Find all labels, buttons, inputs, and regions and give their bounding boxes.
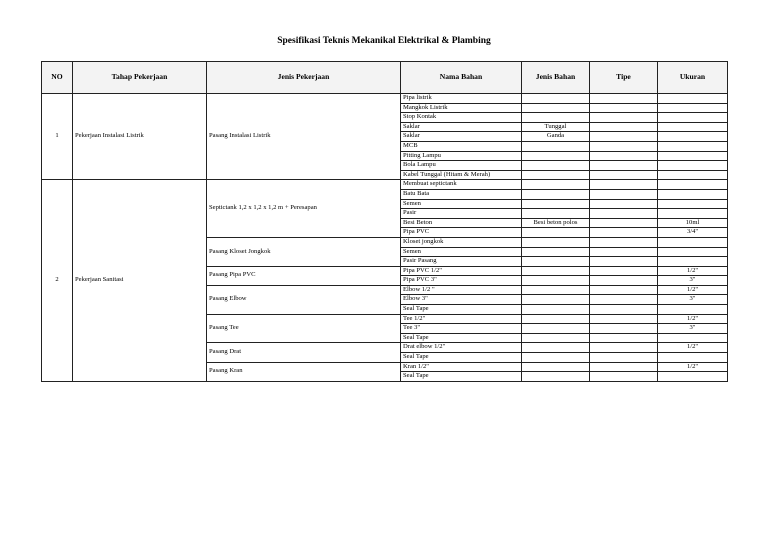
- table-header: [42, 62, 728, 94]
- section-number: 1: [42, 94, 73, 180]
- cell-ukuran: [658, 237, 728, 247]
- cell-tipe: [590, 257, 658, 267]
- cell-jenis-bahan: [522, 180, 590, 190]
- cell-nama-bahan: Seal Tape: [401, 372, 522, 382]
- cell-jenis-bahan: [522, 94, 590, 104]
- cell-ukuran: 10ml: [658, 218, 728, 228]
- cell-jenis-bahan: [522, 161, 590, 171]
- cell-ukuran: [658, 180, 728, 190]
- cell-tipe: [590, 122, 658, 132]
- cell-tipe: [590, 266, 658, 276]
- cell-jenis-bahan: [522, 285, 590, 295]
- cell-ukuran: 3": [658, 324, 728, 334]
- cell-nama-bahan: Tee 1/2": [401, 314, 522, 324]
- cell-jenis-bahan: [522, 343, 590, 353]
- cell-jenis-bahan: [522, 276, 590, 286]
- cell-nama-bahan: Kloset jongkok: [401, 237, 522, 247]
- cell-nama-bahan: Pasir Pasang: [401, 257, 522, 267]
- cell-nama-bahan: Elbow 1/2 ": [401, 285, 522, 295]
- cell-jenis-bahan: [522, 295, 590, 305]
- cell-nama-bahan: Bola Lampu: [401, 161, 522, 171]
- cell-ukuran: [658, 161, 728, 171]
- cell-tipe: [590, 276, 658, 286]
- cell-tipe: [590, 305, 658, 315]
- cell-ukuran: [658, 151, 728, 161]
- cell-nama-bahan: Drat elbow 1/2": [401, 343, 522, 353]
- cell-tipe: [590, 103, 658, 113]
- cell-ukuran: [658, 122, 728, 132]
- spec-table: [41, 61, 728, 382]
- cell-ukuran: 1/2": [658, 314, 728, 324]
- cell-tipe: [590, 343, 658, 353]
- group-jenis-pekerjaan: Pasang Pipa PVC: [207, 266, 401, 285]
- cell-tipe: [590, 170, 658, 180]
- cell-ukuran: [658, 353, 728, 363]
- cell-jenis-bahan: [522, 372, 590, 382]
- cell-nama-bahan: Besi Beton: [401, 218, 522, 228]
- header-jenis-pekerjaan: Jenis Pekerjaan: [207, 62, 401, 94]
- cell-ukuran: [658, 132, 728, 142]
- header-ukuran: Ukuran: [658, 62, 728, 94]
- cell-nama-bahan: Kran 1/2": [401, 362, 522, 372]
- cell-tipe: [590, 353, 658, 363]
- cell-nama-bahan: Saklar: [401, 122, 522, 132]
- cell-nama-bahan: Pipa PVC: [401, 228, 522, 238]
- cell-tipe: [590, 324, 658, 334]
- cell-nama-bahan: Saklar: [401, 132, 522, 142]
- cell-tipe: [590, 295, 658, 305]
- cell-jenis-bahan: [522, 353, 590, 363]
- cell-tipe: [590, 362, 658, 372]
- cell-nama-bahan: Seal Tape: [401, 305, 522, 315]
- cell-tipe: [590, 180, 658, 190]
- cell-nama-bahan: Stop Kontak: [401, 113, 522, 123]
- cell-ukuran: [658, 257, 728, 267]
- header-jenis-bahan: Jenis Bahan: [522, 62, 590, 94]
- group-jenis-pekerjaan: Pasang Kloset Jongkok: [207, 237, 401, 266]
- section-tahap-pekerjaan: Pekerjaan Instalasi Listrik: [73, 94, 207, 180]
- cell-jenis-bahan: Besi beton polos: [522, 218, 590, 228]
- group-jenis-pekerjaan: Septictank 1,2 x 1,2 x 1,2 m + Peresapan: [207, 180, 401, 238]
- cell-tipe: [590, 161, 658, 171]
- cell-nama-bahan: Pipa listrik: [401, 94, 522, 104]
- group-jenis-pekerjaan: Pasang Tee: [207, 314, 401, 343]
- cell-tipe: [590, 218, 658, 228]
- cell-tipe: [590, 113, 658, 123]
- header-no: NO: [42, 62, 73, 94]
- cell-ukuran: 1/2": [658, 362, 728, 372]
- cell-jenis-bahan: [522, 189, 590, 199]
- cell-jenis-bahan: [522, 151, 590, 161]
- table-row: [42, 180, 728, 190]
- cell-nama-bahan: Batu Bata: [401, 189, 522, 199]
- cell-tipe: [590, 189, 658, 199]
- cell-nama-bahan: Semen: [401, 199, 522, 209]
- cell-ukuran: [658, 94, 728, 104]
- cell-ukuran: [658, 333, 728, 343]
- cell-tipe: [590, 285, 658, 295]
- cell-ukuran: 1/2": [658, 266, 728, 276]
- cell-jenis-bahan: [522, 228, 590, 238]
- cell-ukuran: [658, 209, 728, 219]
- cell-jenis-bahan: [522, 113, 590, 123]
- cell-tipe: [590, 151, 658, 161]
- cell-ukuran: [658, 113, 728, 123]
- cell-jenis-bahan: [522, 333, 590, 343]
- cell-tipe: [590, 237, 658, 247]
- header-tahap-pekerjaan: Tahap Pekerjaan: [73, 62, 207, 94]
- cell-tipe: [590, 209, 658, 219]
- cell-ukuran: 3": [658, 295, 728, 305]
- cell-jenis-bahan: Tunggal: [522, 122, 590, 132]
- cell-ukuran: 1/2": [658, 343, 728, 353]
- cell-tipe: [590, 314, 658, 324]
- cell-ukuran: [658, 372, 728, 382]
- cell-ukuran: [658, 103, 728, 113]
- cell-ukuran: 1/2": [658, 285, 728, 295]
- cell-nama-bahan: Pitting Lampu: [401, 151, 522, 161]
- cell-ukuran: [658, 199, 728, 209]
- table-row: [42, 94, 728, 104]
- cell-tipe: [590, 141, 658, 151]
- cell-nama-bahan: Semen: [401, 247, 522, 257]
- cell-jenis-bahan: [522, 209, 590, 219]
- cell-tipe: [590, 199, 658, 209]
- cell-jenis-bahan: [522, 237, 590, 247]
- cell-jenis-bahan: [522, 257, 590, 267]
- cell-nama-bahan: Membuat septictank: [401, 180, 522, 190]
- cell-jenis-bahan: [522, 103, 590, 113]
- cell-nama-bahan: Mangkok Listrik: [401, 103, 522, 113]
- cell-tipe: [590, 132, 658, 142]
- cell-nama-bahan: Pipa PVC 3": [401, 276, 522, 286]
- table-body: [42, 94, 728, 382]
- header-nama-bahan: Nama Bahan: [401, 62, 522, 94]
- group-jenis-pekerjaan: Pasang Drat: [207, 343, 401, 362]
- section-tahap-pekerjaan: Pekerjaan Sanitasi: [73, 180, 207, 381]
- cell-ukuran: [658, 305, 728, 315]
- cell-jenis-bahan: [522, 266, 590, 276]
- cell-ukuran: [658, 189, 728, 199]
- cell-tipe: [590, 228, 658, 238]
- cell-jenis-bahan: [522, 324, 590, 334]
- cell-ukuran: [658, 141, 728, 151]
- cell-nama-bahan: Pasir: [401, 209, 522, 219]
- group-jenis-pekerjaan: Pasang Kran: [207, 362, 401, 381]
- cell-nama-bahan: Seal Tape: [401, 333, 522, 343]
- cell-jenis-bahan: [522, 362, 590, 372]
- header-tipe: Tipe: [590, 62, 658, 94]
- cell-nama-bahan: MCB: [401, 141, 522, 151]
- header-row: [42, 62, 728, 94]
- cell-ukuran: [658, 247, 728, 257]
- cell-jenis-bahan: Ganda: [522, 132, 590, 142]
- cell-tipe: [590, 372, 658, 382]
- cell-jenis-bahan: [522, 199, 590, 209]
- section-number: 2: [42, 180, 73, 381]
- cell-ukuran: [658, 170, 728, 180]
- cell-tipe: [590, 247, 658, 257]
- cell-nama-bahan: Tee 3": [401, 324, 522, 334]
- cell-nama-bahan: Seal Tape: [401, 353, 522, 363]
- cell-jenis-bahan: [522, 247, 590, 257]
- cell-jenis-bahan: [522, 170, 590, 180]
- cell-tipe: [590, 333, 658, 343]
- group-jenis-pekerjaan: Pasang Instalasi Listrik: [207, 94, 401, 180]
- cell-nama-bahan: Elbow 3": [401, 295, 522, 305]
- cell-jenis-bahan: [522, 141, 590, 151]
- cell-jenis-bahan: [522, 314, 590, 324]
- cell-tipe: [590, 94, 658, 104]
- cell-nama-bahan: Pipa PVC 1/2": [401, 266, 522, 276]
- group-jenis-pekerjaan: Pasang Elbow: [207, 285, 401, 314]
- cell-nama-bahan: Kabel Tunggal (Hitam & Merah): [401, 170, 522, 180]
- page-title: Spesifikasi Teknis Mekanikal Elektrikal & Plambing: [277, 36, 491, 46]
- cell-ukuran: 3/4": [658, 228, 728, 238]
- cell-ukuran: 3": [658, 276, 728, 286]
- cell-jenis-bahan: [522, 305, 590, 315]
